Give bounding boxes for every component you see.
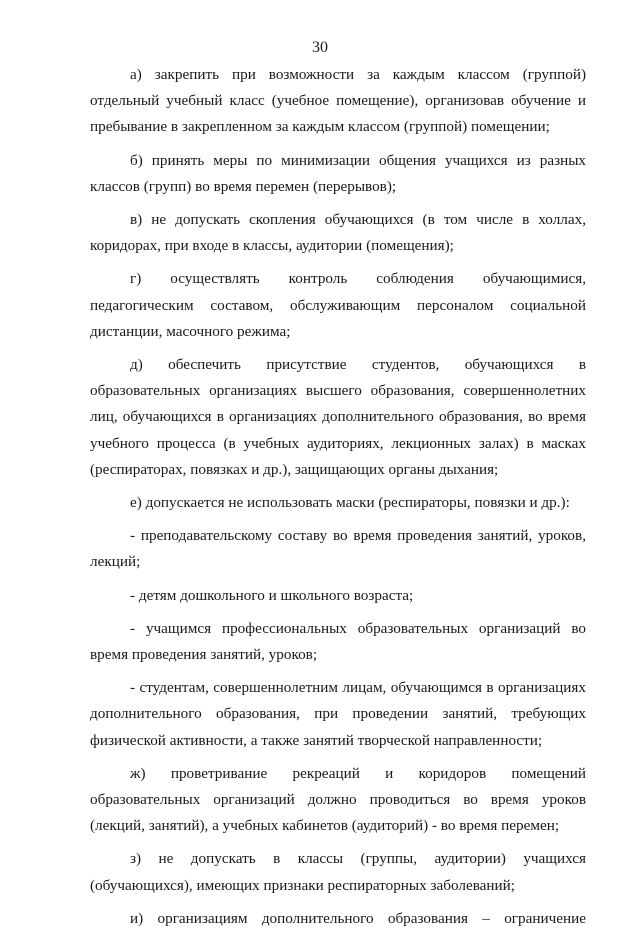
paragraph-i: и) организациям дополнительного образования – ограничение bbox=[130, 909, 586, 927]
paragraph-d: д) обеспечить присутствие студентов, обучающихся в образовательных организациях высшего образования, совершеннолетних лиц, обучающихся в организациях дополнительного образования, во время учебного процесса (в учебных аудиториях, лекционных залах) в масках (респираторах, повязках и др.), защищающих органы дыхания; bbox=[90, 356, 586, 478]
list-item-children: - детям дошкольного и школьного возраста; bbox=[130, 586, 414, 604]
paragraph-z: з) не допускать в классы (группы, аудитории) учащихся (обучающихся), имеющих признаки респираторных заболеваний; bbox=[90, 850, 586, 894]
page-number: 30 bbox=[312, 39, 328, 56]
paragraph-e: е) допускается не использовать маски (респираторы, повязки и др.): bbox=[130, 494, 570, 512]
paragraph-b: б) принять меры по минимизации общения учащихся из разных классов (групп) во время перемен (перерывов); bbox=[90, 151, 586, 195]
paragraph-g: г) осуществлять контроль соблюдения обучающимися, педагогическим составом, обслуживающим персоналом социальной дистанции, масочного режима; bbox=[90, 270, 586, 340]
list-item-teachers: - преподавательскому составу во время проведения занятий, уроков, лекций; bbox=[90, 527, 586, 571]
list-item-adult-students: - студентам, совершеннолетним лицам, обучающимся в организациях дополнительного образования, при проведении занятий, требующих физической активности, а также занятий творческой направленности; bbox=[90, 679, 586, 749]
list-item-vocational-students: - учащимся профессиональных образовательных организаций во время проведения занятий, уроков; bbox=[90, 619, 586, 664]
document-body bbox=[90, 62, 586, 939]
paragraph-v: в) не допускать скопления обучающихся (в том числе в холлах, коридорах, при входе в классы, аудитории (помещения); bbox=[90, 211, 586, 255]
paragraph-zh: ж) проветривание рекреаций и коридоров помещений образовательных организаций должно проводиться во время уроков (лекций, занятий), а учебных кабинетов (аудиторий) - во время перемен; bbox=[90, 764, 586, 835]
paragraph-a: а) закрепить при возможности за каждым классом (группой) отдельный учебный класс (учебное помещение), организовав обучение и пребывание в закрепленном за каждым классом (группой) помещении; bbox=[90, 66, 586, 136]
